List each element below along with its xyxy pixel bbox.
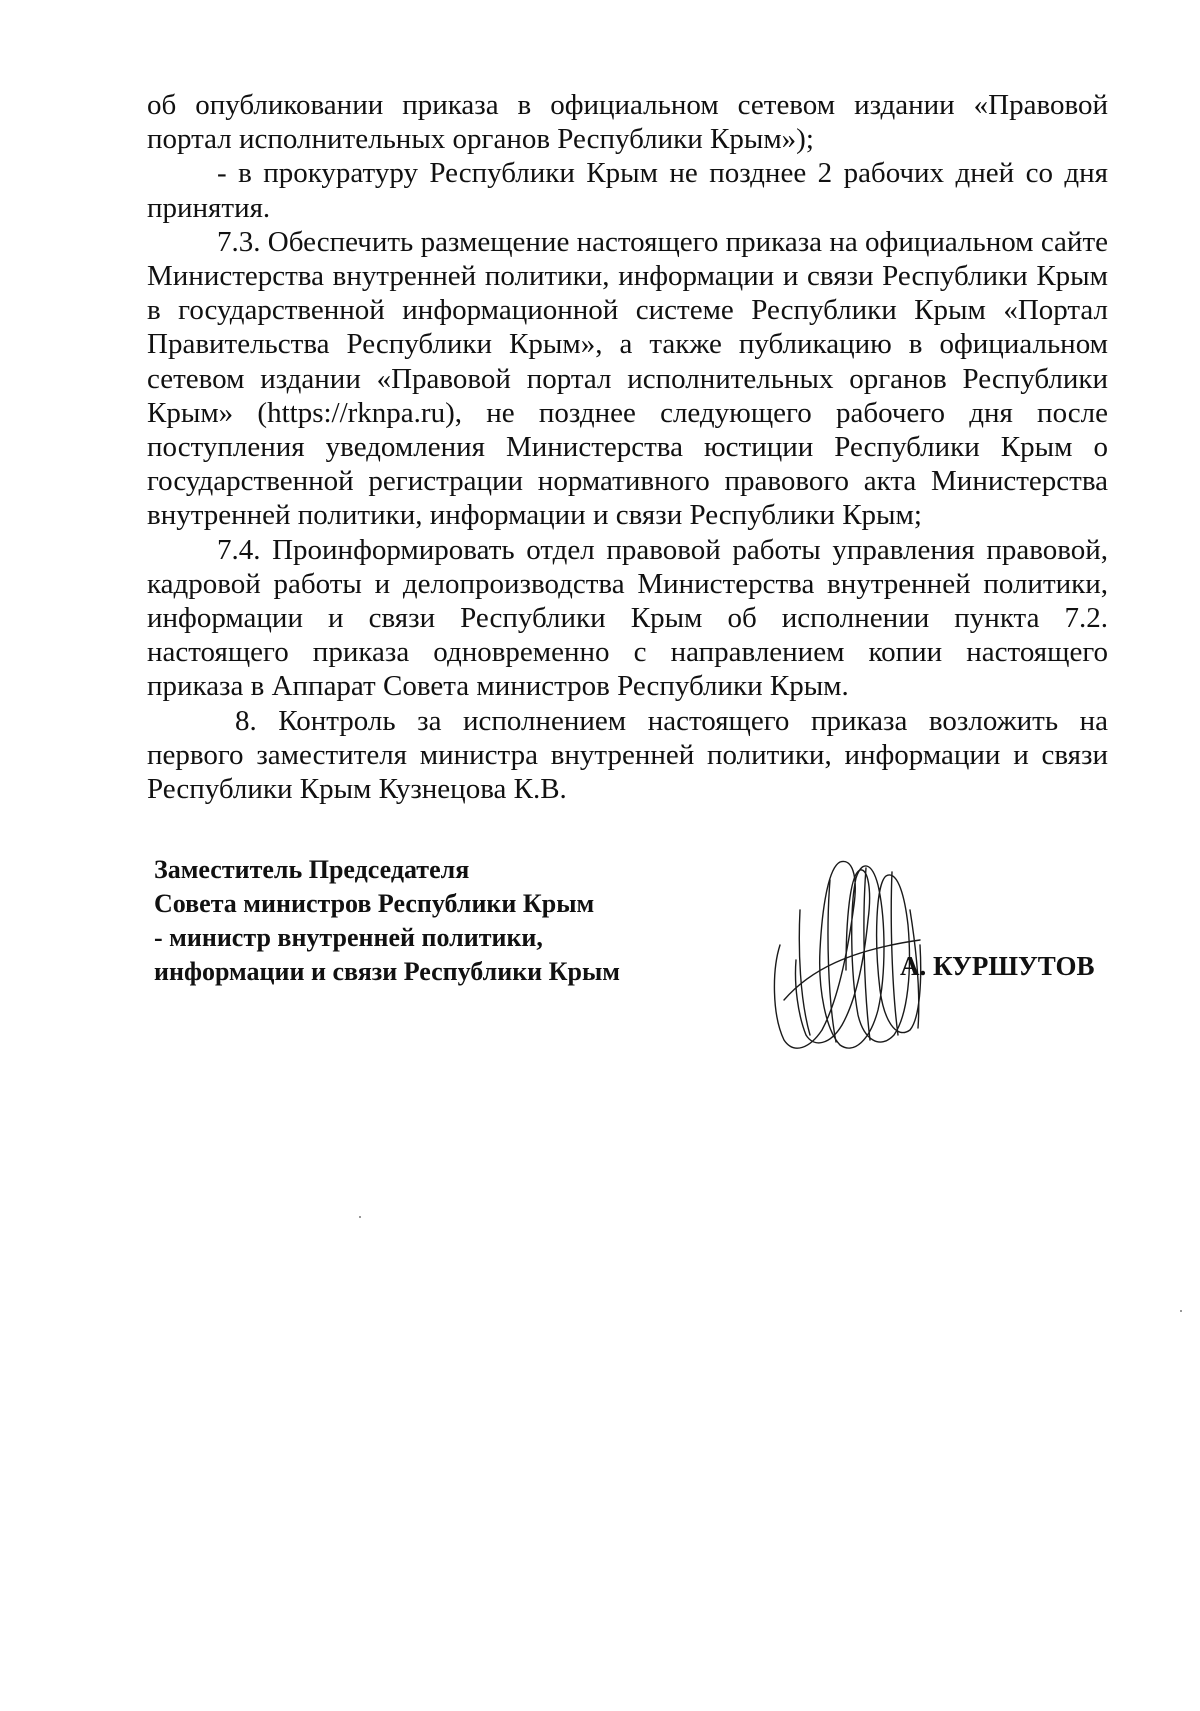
paragraph-publication-note: об опубликовании приказа в официальном сетевом издании «Правовой портал исполнительных органов Республики Крым»); <box>147 89 1108 156</box>
document-body <box>147 88 1108 806</box>
signatory-position-line: Совета министров Республики Крым <box>154 889 595 918</box>
signatory-position-line: информации и связи Республики Крым <box>154 957 620 986</box>
scan-speck <box>359 1216 361 1218</box>
signatory-name: А. КУРШУТОВ <box>900 951 1095 981</box>
signatory-position-line: Заместитель Председателя <box>154 855 470 884</box>
paragraph-prosecutor: - в прокуратуру Республики Крым не позднее 2 рабочих дней со дня принятия. <box>147 157 1108 224</box>
signatory-position-line: - министр внутренней политики, <box>154 923 543 952</box>
paragraph-8: 8. Контроль за исполнением настоящего приказа возложить на первого заместителя министра внутренней политики, информации и связи Республики Крым Кузнецова К.В. <box>147 704 1108 806</box>
paragraph-7-3: 7.3. Обеспечить размещение настоящего приказа на официальном сайте Министерства внутренней политики, информации и связи Республики Крым в государственной информационной системе Республики Крым «Портал Правительства Республики Крым», а также публикацию в официальном сетевом издании «Правовой портал исполнительных органов Республики Крым» (https://rknpa.ru), не позднее следующего рабочего дня после поступления уведомления Министерства юстиции Республики Крым о государственной регистрации нормативного правового акта Министерства внутренней политики, информации и связи Республики Крым; <box>147 225 1108 532</box>
paragraph-7-4: 7.4. Проинформировать отдел правовой работы управления правовой, кадровой работы и делопроизводства Министерства внутренней политики, информации и связи Республики Крым об исполнении пункта 7.2. настоящего приказа одновременно с направлением копии настоящего приказа в Аппарат Совета министров Республики Крым. <box>147 533 1108 703</box>
scan-speck <box>1180 1310 1182 1312</box>
signatory-position <box>154 853 620 989</box>
